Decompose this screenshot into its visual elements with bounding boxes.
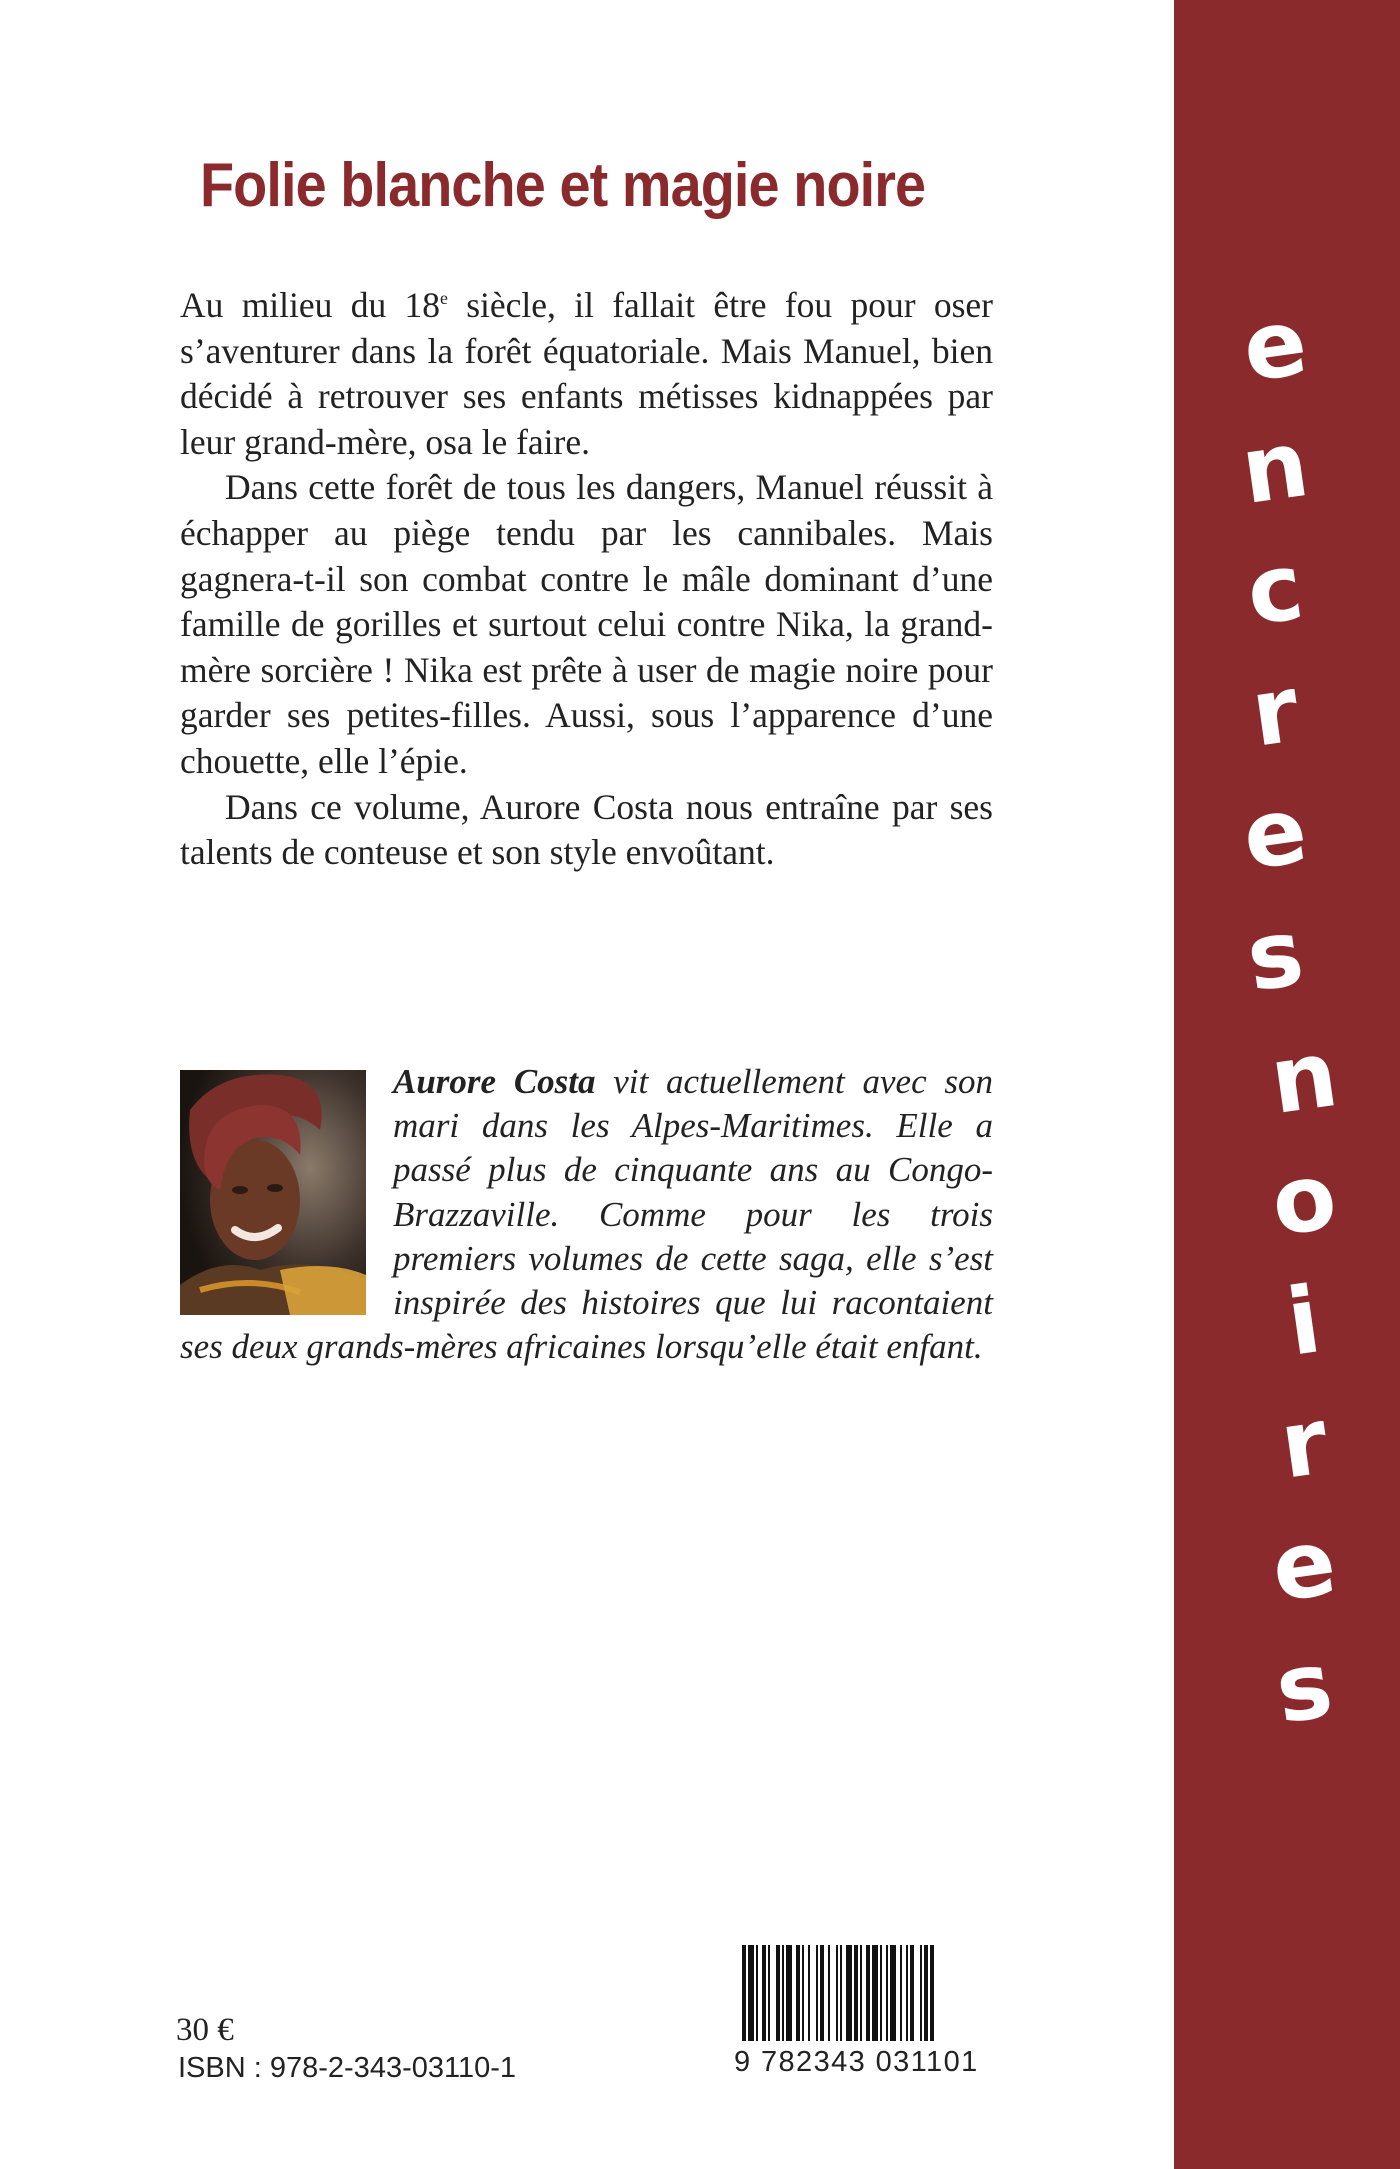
blurb-paragraph-2: Dans cette forêt de tous les dangers, Manuel réussit à échapper au piège tendu par les cannibales. Mais gagnera-t-il son combat contre le mâle dominant d’une famille de gorilles et surtout celui contre Nika, la grand-mère sorcière ! Nika est prête à user de magie noire pour garder ses petites-filles. Aussi, sous l’apparence d’une chouette, elle l’épie.	[180, 467, 993, 781]
series-letter: i	[1280, 1266, 1327, 1377]
book-title: Folie blanche et magie noire	[200, 151, 926, 220]
series-letter: c	[1240, 532, 1310, 647]
series-letter: n	[1235, 409, 1315, 526]
barcode-digits: 9 782343 031101	[734, 2046, 979, 2078]
series-letter: o	[1265, 1142, 1343, 1257]
blurb-paragraph-3: Dans ce volume, Aurore Costa nous entraîne par ses talents de conteuse et son style envoûtant.	[180, 786, 993, 873]
series-letter: s	[1269, 1630, 1339, 1745]
series-letter: r	[1245, 655, 1305, 768]
series-letter: e	[1236, 776, 1314, 891]
century-superscript: e	[440, 288, 448, 309]
back-cover-blurb	[180, 283, 993, 876]
series-letter: n	[1264, 1019, 1344, 1136]
author-bio-text: vit actuellement avec son mari dans les Alpes-Maritimes. Elle a passé plus de cinquante ans au Congo-Brazzaville. Comme pour les trois premiers volumes de cette saga, elle s’est inspirée des histoires que lui racontaient ses deux grands-mères africaines lorsqu’elle était enfant.	[180, 1062, 993, 1367]
isbn: ISBN : 978-2-343-03110-1	[178, 2052, 517, 2084]
blurb-p1-start: Au milieu du 18	[180, 285, 441, 325]
series-letter: e	[1236, 288, 1314, 403]
author-bio	[180, 1060, 993, 1369]
series-letter: e	[1265, 1508, 1343, 1623]
blurb-p1-end: siècle, il fallait être fou pour oser s’aventurer dans la forêt équatoriale. Mais Manuel, bien décidé à retrouver ses enfants métisses kidnappées par leur grand-mère, osa le faire.	[180, 285, 993, 462]
series-band	[1174, 0, 1400, 2169]
blurb-paragraph-1	[180, 283, 993, 465]
series-letter: s	[1240, 898, 1310, 1013]
price: 30 €	[176, 2012, 234, 2048]
author-name: Aurore Costa	[393, 1062, 596, 1101]
series-letter: r	[1274, 1387, 1334, 1500]
